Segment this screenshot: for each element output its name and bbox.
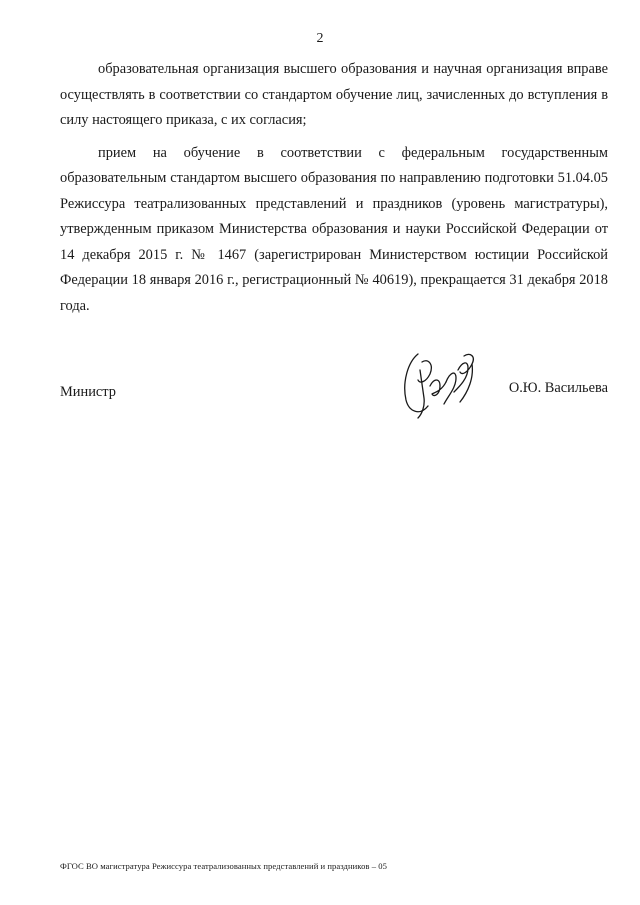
signer-name: О.Ю. Васильева [508,380,608,396]
signature-block [60,376,608,416]
paragraph-admission-termination: прием на обучение в соответствии с федеральным государственным образовательным стандартом высшего образования по направлению подготовки 51.04.05 Режиссура театрализованных представлений и праздников (уровень магистратуры), утвержденным приказом Министерства образования и науки Российской Федерации от 14 декабря 2015 г. № 1467 (зарегистрирован Министерством юстиции Российской Федерации 18 января 2016 г., регистрационный № 40619), прекращается 31 декабря 2018 года. [60,144,608,314]
signer-title: Министр [60,384,116,400]
paragraph-enrollment-transition: образовательная организация высшего образования и научная организация вправе осуществлять в соответствии со стандартом обучение лиц, зачисленных до вступления в силу настоящего приказа, с их согласия; [60,61,608,128]
document-footer: ФГОС ВО магистратура Режиссура театрализованных представлений и праздников – 05 [60,861,387,871]
page-number: 2 [316,31,324,46]
handwritten-signature [398,348,490,424]
document-body [60,57,608,326]
